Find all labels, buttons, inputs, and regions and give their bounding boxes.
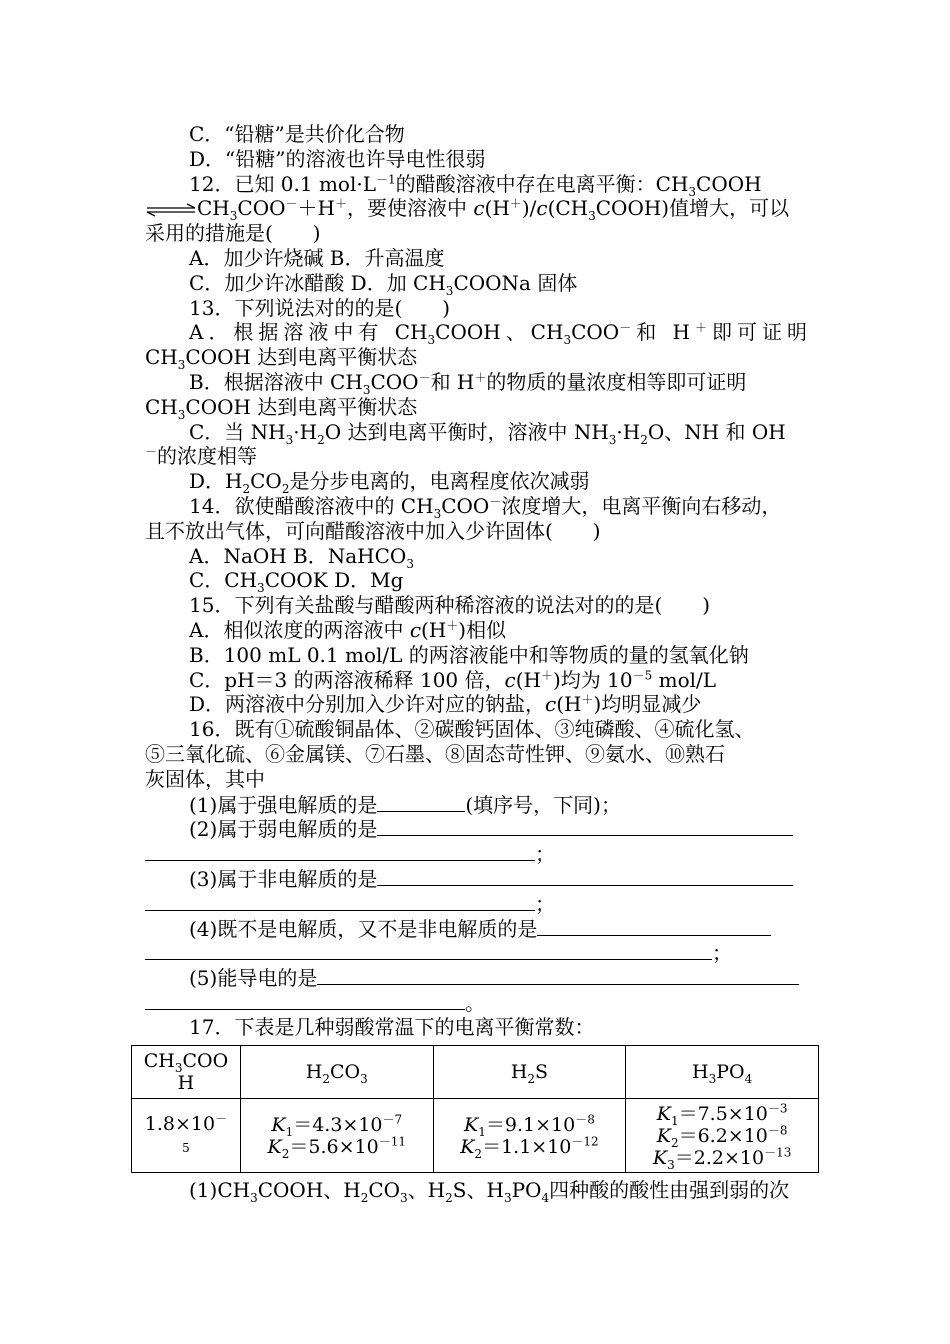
- header-ch3cooh: $CH_3COO$ H: [132, 1046, 241, 1099]
- q12-options-cd: C．加少许冰醋酸 D．加 $CH_3COONa$ 固体: [189, 270, 578, 298]
- question-body: [145, 122, 807, 1039]
- q15-option-d: D．两溶液中分别加入少许对应的钠盐，c(H＋)均明显减少: [189, 692, 702, 717]
- q16-sub4: (4)既不是电解质，又不是非电解质的是: [145, 916, 807, 941]
- q13-option-d: D．$H_2CO_2$是分步电离的，电离程度依次减弱: [189, 469, 590, 497]
- q13-option-b: B．根据溶液中 $CH_3COO^-$和 H＋的物质的量浓度相等即可证明: [189, 369, 747, 397]
- q16-sub2: (2)属于弱电解质的是: [145, 816, 807, 841]
- table-row: [132, 1099, 819, 1173]
- table-header-row: [132, 1046, 819, 1099]
- q15-option-c: C．pH＝3 的两溶液稀释 100 倍，c(H＋)均为 $10^{-5}$ mol/L: [189, 667, 717, 692]
- q16-stem-line2: ⑤三氧化硫、⑥金属镁、⑦石墨、⑧固态苛性钾、⑨氨水、⑩熟石: [145, 741, 725, 766]
- q16-sub4-cont: ；: [145, 940, 807, 965]
- q17-sub1: $(1)CH_3COOH$、$H_2CO_3$、$H_2S$、$H_3PO_4$四种酸的酸性由强到弱的次: [189, 1178, 790, 1205]
- equilibrium-arrow-icon: [145, 203, 197, 217]
- q16-sub2-cont: ；: [145, 841, 807, 866]
- q11-option-c: C．“铅糖”是共价化合物: [189, 122, 405, 146]
- q16-sub5: (5)能导电的是: [145, 965, 807, 990]
- answer-blank-3[interactable]: [377, 866, 793, 886]
- q16-sub5-cont: 。: [145, 990, 807, 1015]
- q14-stem: 14．欲使醋酸溶液中的 $CH_3COO^-$浓度增大，电离平衡向右移动，: [189, 493, 782, 521]
- q13-option-c-cont: －的浓度相等: [145, 444, 258, 469]
- q11-option-d: D．“铅糖”的溶液也许导电性很弱: [189, 146, 486, 171]
- answer-blank-4[interactable]: [537, 916, 771, 936]
- answer-blank-1[interactable]: [377, 792, 465, 812]
- cell-h3po4-k: $K_1=7.5\times 10^{-3}$ $K_2=6.2\times 10^{-8}$ $K_3=2.2\times 10^{-13}$: [626, 1099, 819, 1173]
- answer-blank-3-cont[interactable]: [145, 891, 535, 911]
- q14-options-cd: C．$CH_3COOK$ D．Mg: [189, 568, 404, 596]
- cell-ch3cooh-k: 1.8×10－ 5: [132, 1099, 241, 1173]
- q12-stem-line3: 采用的措施是( ): [145, 221, 321, 246]
- q16-sub3-cont: ；: [145, 891, 807, 916]
- q12-options-ab: A．加少许烧碱 B．升高温度: [189, 245, 445, 270]
- q12-stem-line2: $CH_3COO^-+H^+$，要使溶液中 $c(H^+)/c(CH_3COOH)$值增大，可以: [145, 196, 807, 221]
- answer-blank-5-cont[interactable]: [145, 990, 465, 1010]
- q13-option-c: C．当 $NH_3\cdot H_2O$ 达到电离平衡时，溶液中 $NH_3\cdot H_2O$、NH 和 OH: [189, 419, 786, 447]
- ionization-constant-table: [131, 1045, 819, 1173]
- q13-stem: 13．下列说法对的的是( ): [189, 295, 451, 320]
- header-h2s: $H_2S$: [433, 1046, 626, 1099]
- answer-blank-2-cont[interactable]: [145, 841, 535, 861]
- q13-option-b-cont: $CH_3COOH$ 达到电离平衡状态: [145, 394, 418, 422]
- answer-blank-5[interactable]: [317, 965, 799, 985]
- header-h2co3: $H_2CO_3$: [240, 1046, 433, 1099]
- answer-blank-4-cont[interactable]: [145, 940, 712, 960]
- q16-sub3: (3)属于非电解质的是: [145, 866, 807, 891]
- answer-blank-2[interactable]: [377, 816, 793, 836]
- q15-option-a: A．相似浓度的两溶液中 c(H＋)相似: [189, 617, 507, 642]
- q16-stem-line3: 灰固体，其中: [145, 766, 265, 791]
- q14-stem-cont: 且不放出气体，可向醋酸溶液中加入少许固体( ): [145, 518, 601, 543]
- q12-stem-line1: 12．已知 0.1 $mol\cdot L^{-1}$的醋酸溶液中存在电离平衡：$CH_3COOH$: [189, 171, 762, 199]
- q16-sub1: (1)属于强电解质的是 (填序号，下同)；: [189, 792, 621, 817]
- q13-option-a: A．根据溶液中有 $CH_3COOH$、$CH_3COO^-$和 H＋即可证明: [189, 320, 807, 348]
- q14-options-ab: A．NaOH B．NaHCO$_3$: [189, 543, 414, 571]
- cell-h2s-k: $K_1=9.1\times 10^{-8}$ $K_2=1.1\times 10^{-12}$: [433, 1099, 626, 1173]
- q13-option-a-cont: $CH_3COOH$ 达到电离平衡状态: [145, 345, 418, 373]
- q17-stem: 17．下表是几种弱酸常温下的电离平衡常数：: [189, 1014, 595, 1039]
- header-h3po4: $H_3PO_4$: [626, 1046, 819, 1099]
- q15-stem: 15．下列有关盐酸与醋酸两种稀溶液的说法对的的是( ): [189, 593, 711, 618]
- q16-stem-line1: 16．既有①硫酸铜晶体、②碳酸钙固体、③纯磷酸、④硫化氢、: [189, 717, 755, 742]
- q15-option-b: B．100 mL 0.1 mol/L 的两溶液能中和等物质的量的氢氧化钠: [189, 642, 749, 667]
- cell-h2co3-k: $K_1=4.3\times 10^{-7}$ $K_2=5.6\times 10^{-11}$: [240, 1099, 433, 1173]
